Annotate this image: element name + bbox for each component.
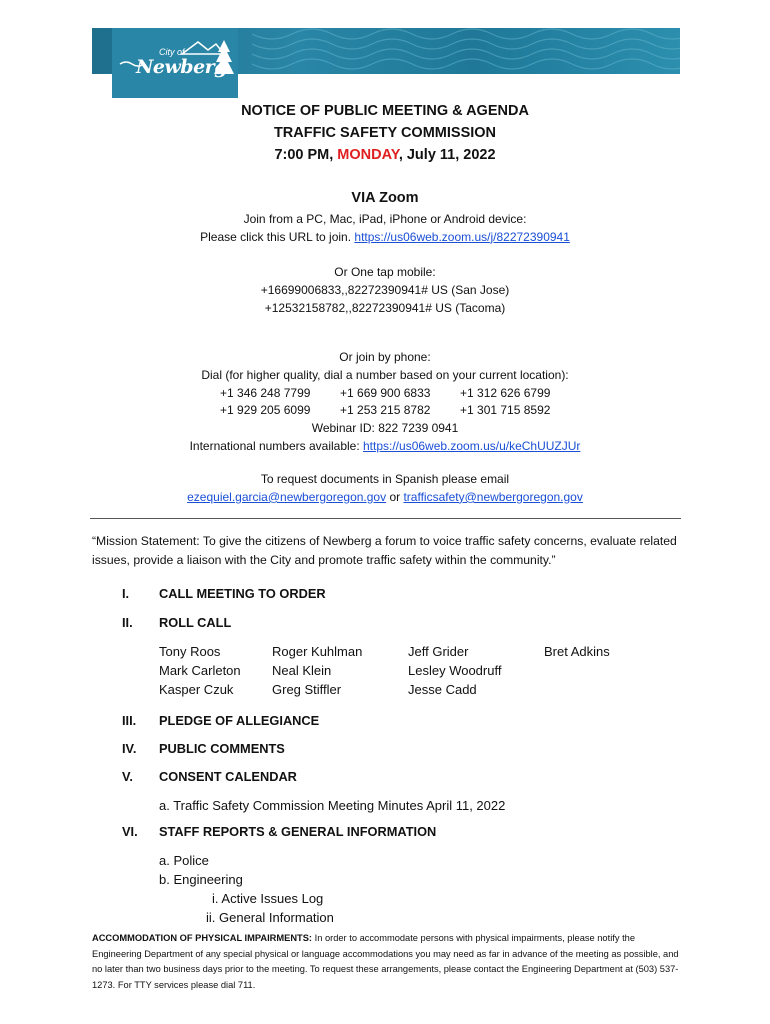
- phone-number: +1 301 715 8592: [460, 403, 551, 418]
- phone-number: +1 253 215 8782: [340, 403, 431, 418]
- meeting-day: MONDAY: [337, 147, 399, 163]
- join-url-prefix: Please click this URL to join.: [200, 229, 355, 244]
- phone-number: +1 929 205 6099: [220, 403, 311, 418]
- via-zoom-heading: VIA Zoom: [351, 190, 419, 206]
- roll-call-col-1: [159, 642, 241, 699]
- join-device-line: Join from a PC, Mac, iPad, iPhone or Android device:: [243, 212, 527, 226]
- staff-subitem-general-info: ii. General Information: [206, 910, 334, 925]
- email-link-garcia[interactable]: ezequiel.garcia@newbergoregon.gov: [187, 489, 387, 504]
- staff-item-police: a. Police: [159, 853, 209, 868]
- accommodation-notice: [92, 931, 684, 993]
- section-label: PUBLIC COMMENTS: [159, 741, 285, 756]
- section-label: CALL MEETING TO ORDER: [159, 586, 326, 601]
- meeting-datetime: [0, 144, 770, 166]
- email-or: or: [386, 489, 404, 504]
- member-name: Neal Klein: [272, 663, 332, 678]
- section-number: V.: [122, 769, 133, 784]
- section-number: I.: [122, 586, 130, 601]
- international-line: [0, 438, 770, 456]
- staff-item-engineering: b. Engineering: [159, 872, 243, 887]
- member-name: Bret Adkins: [544, 644, 610, 659]
- phone-numbers-row-1: [0, 385, 770, 403]
- divider-line: [90, 518, 681, 519]
- consent-item-a: a. Traffic Safety Commission Meeting Minutes April 11, 2022: [159, 798, 506, 813]
- meeting-date: , July 11, 2022: [398, 147, 496, 163]
- zoom-join-block: [0, 211, 770, 247]
- city-logo: [112, 28, 238, 98]
- one-tap-label: Or One tap mobile:: [334, 265, 436, 279]
- member-name: Greg Stiffler: [272, 682, 342, 697]
- section-label: ROLL CALL: [159, 615, 232, 630]
- notice-title: [0, 100, 770, 166]
- zoom-join-link[interactable]: https://us06web.zoom.us/j/82272390941: [354, 229, 570, 244]
- meeting-time: 7:00 PM,: [274, 147, 338, 163]
- spanish-request-text: To request documents in Spanish please email: [260, 472, 510, 486]
- spanish-request-block: [0, 471, 770, 507]
- one-tap-number-2: +12532158782,,82272390941# US (Tacoma): [264, 300, 506, 315]
- mission-statement: “Mission Statement: To give the citizens of Newberg a forum to voice traffic safety concerns, evaluate related issues, provide a liaison with the City and promote traffic safety within the community.”: [92, 534, 677, 567]
- staff-subitem-active-issues: i. Active Issues Log: [212, 891, 324, 906]
- webinar-id: Webinar ID: 822 7239 0941: [311, 421, 459, 436]
- section-number: III.: [122, 713, 137, 728]
- member-name: Kasper Czuk: [159, 682, 234, 697]
- dial-instructions: Dial (for higher quality, dial a number based on your current location):: [201, 367, 569, 382]
- section-number: IV.: [122, 741, 137, 756]
- phone-label: Or join by phone:: [339, 350, 431, 364]
- one-tap-block: [0, 264, 770, 317]
- logo-name-text: Newberg: [136, 56, 227, 78]
- section-number: II.: [122, 615, 133, 630]
- logo-city-text: City of: [159, 47, 185, 57]
- title-line-2: TRAFFIC SAFETY COMMISSION: [273, 125, 497, 141]
- member-name: Lesley Woodruff: [408, 663, 502, 678]
- phone-number: +1 346 248 7799: [220, 385, 311, 400]
- one-tap-number-1: +16699006833,,82272390941# US (San Jose): [260, 282, 510, 297]
- roll-call-col-2: [272, 642, 362, 699]
- email-link-trafficsafety[interactable]: trafficsafety@newbergoregon.gov: [403, 489, 583, 504]
- member-name: Jesse Cadd: [408, 682, 477, 697]
- section-label: CONSENT CALENDAR: [159, 769, 297, 784]
- join-url-line: [0, 229, 770, 247]
- phone-number: +1 312 626 6799: [460, 385, 551, 400]
- phone-numbers-row-2: [0, 402, 770, 420]
- section-label: PLEDGE OF ALLEGIANCE: [159, 713, 320, 728]
- title-line-1: NOTICE OF PUBLIC MEETING & AGENDA: [241, 103, 529, 119]
- roll-call-col-4: [544, 642, 610, 661]
- accommodation-heading: ACCOMMODATION OF PHYSICAL IMPAIRMENTS:: [92, 933, 313, 943]
- member-name: Jeff Grider: [408, 644, 469, 659]
- international-prefix: International numbers available:: [189, 438, 363, 453]
- phone-number: +1 669 900 6833: [340, 385, 431, 400]
- phone-block: [0, 349, 770, 456]
- roll-call-col-3: [408, 642, 501, 699]
- member-name: Roger Kuhlman: [272, 644, 363, 659]
- section-number: VI.: [122, 824, 138, 839]
- international-numbers-link[interactable]: https://us06web.zoom.us/u/keChUUZJUr: [363, 438, 581, 453]
- member-name: Tony Roos: [159, 644, 221, 659]
- accommodation-text: In order to accommodate persons with physical impairments, please notify the Engineering Department of any special physical or language accommodations you may need as far in advance of the meeting as possible, and no later than two business days prior to the meeting. To request these arrangements, please contact the Engineering Department at (503) 537-1273. For TTY services please dial 711.: [92, 933, 679, 990]
- section-label: STAFF REPORTS & GENERAL INFORMATION: [159, 824, 437, 839]
- member-name: Mark Carleton: [159, 663, 241, 678]
- spanish-emails: [0, 489, 770, 507]
